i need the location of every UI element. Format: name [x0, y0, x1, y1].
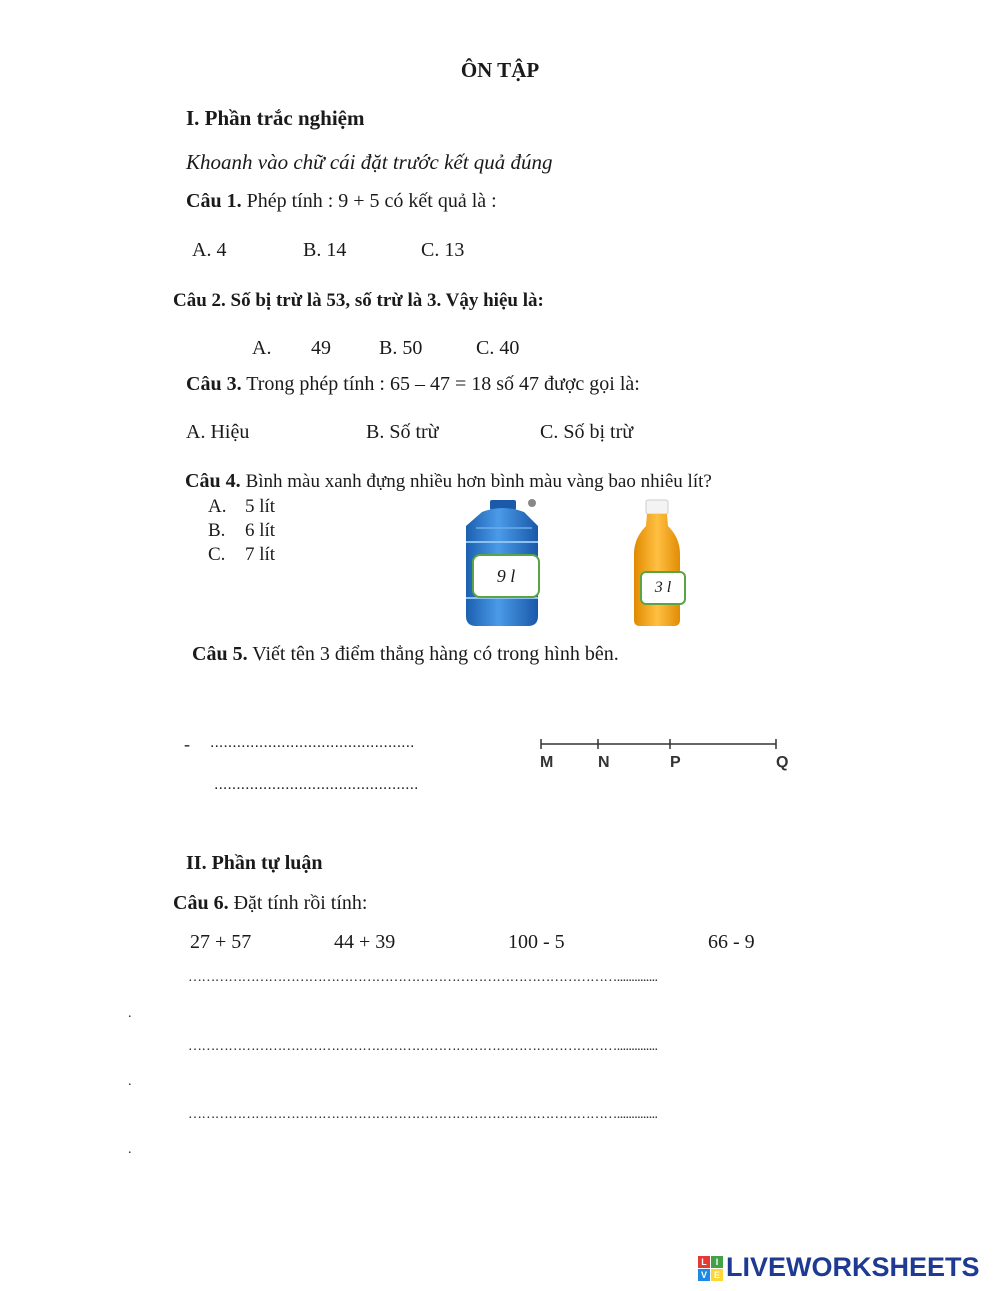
orange-juice-bottle-image [632, 498, 682, 628]
q6-answer-line-3[interactable]: …………………………………………………………………………………….............. [188, 1107, 658, 1122]
q4-option-c[interactable] [208, 544, 275, 566]
point-n-label: N [598, 754, 610, 771]
orange-bottle-label: 3 l [640, 571, 686, 605]
q5-answer-line-1[interactable]: .............................................. [210, 734, 415, 751]
q3-option-b[interactable]: B. Số trừ [366, 421, 439, 443]
question-5-label: Câu 5. [192, 643, 248, 665]
logo-letter-e: E [711, 1269, 723, 1281]
expr-3: 100 - 5 [508, 931, 565, 953]
expr-2: 44 + 39 [334, 931, 396, 953]
page-title: ÔN TẬP [460, 58, 540, 82]
liveworksheets-logo-icon [698, 1256, 724, 1282]
q4-option-b[interactable] [208, 520, 275, 542]
q4-option-a-letter: A. [208, 496, 227, 517]
margin-dot-3: . [128, 1142, 132, 1157]
question-3-text: Trong phép tính : 65 – 47 = 18 số 47 được gọi là: [246, 373, 640, 395]
section2-heading: II. Phần tự luận [186, 852, 323, 874]
expr-1: 27 + 57 [190, 931, 252, 953]
q6-answer-line-1[interactable]: …………………………………………………………………………………….............. [188, 970, 658, 985]
blue-jug-label: 9 l [472, 554, 540, 598]
q2-option-b[interactable]: B. 50 [379, 337, 423, 359]
question-4-text: Bình màu xanh đựng nhiều hơn bình màu vàng bao nhiêu lít? [245, 471, 712, 492]
liveworksheets-brand[interactable]: LIVEWORKSHEETS [726, 1252, 980, 1282]
question-6 [173, 892, 367, 915]
answer-dash: - [184, 734, 190, 754]
point-m-label: M [540, 754, 554, 771]
orange-bottle-drawing [632, 498, 682, 628]
margin-dot-1: . [128, 1006, 132, 1021]
expr-4: 66 - 9 [708, 931, 755, 953]
q3-option-c[interactable]: C. Số bị trừ [540, 421, 634, 443]
margin-dot-2: . [128, 1074, 132, 1089]
question-5-text: Viết tên 3 điểm thẳng hàng có trong hình bên. [252, 643, 619, 665]
points-line-figure [536, 736, 789, 776]
q5-answer-line-2[interactable]: .............................................. [214, 776, 419, 793]
q4-option-b-value: 6 lít [245, 520, 276, 541]
q6-answer-line-2[interactable]: …………………………………………………………………………………….............. [188, 1039, 658, 1054]
question-4-label: Câu 4. [185, 470, 241, 492]
question-4 [185, 470, 712, 493]
point-p-label: P [670, 754, 681, 771]
question-1 [186, 190, 497, 213]
question-1-text: Phép tính : 9 + 5 có kết quả là : [246, 190, 497, 212]
question-6-text: Đặt tính rồi tính: [233, 892, 368, 914]
q1-option-a[interactable]: A. 4 [192, 239, 227, 261]
points-line-drawing [536, 736, 789, 776]
point-q-label: Q [776, 754, 789, 771]
question-6-label: Câu 6. [173, 892, 229, 914]
q4-option-a[interactable] [208, 496, 275, 518]
q1-option-b[interactable]: B. 14 [303, 239, 347, 261]
instruction: Khoanh vào chữ cái đặt trước kết quả đúng [186, 150, 553, 174]
logo-letter-l: L [698, 1256, 710, 1268]
section1-heading: I. Phần trắc nghiệm [186, 106, 365, 130]
q4-option-c-letter: C. [208, 544, 226, 565]
question-1-label: Câu 1. [186, 190, 242, 212]
q2-option-c[interactable]: C. 40 [476, 337, 520, 359]
logo-letter-v: V [698, 1269, 710, 1281]
q1-option-c[interactable]: C. 13 [421, 239, 465, 261]
question-3 [186, 373, 640, 396]
q4-option-b-letter: B. [208, 520, 226, 541]
q4-option-c-value: 7 lít [245, 544, 276, 565]
question-3-label: Câu 3. [186, 373, 242, 395]
q2-option-a-value[interactable]: 49 [311, 337, 331, 359]
question-2: Câu 2. Số bị trừ là 53, số trừ là 3. Vậy hiệu là: [173, 290, 544, 311]
q4-option-a-value: 5 lít [245, 496, 276, 517]
q2-option-a-letter[interactable]: A. [252, 337, 272, 359]
question-5 [192, 643, 619, 666]
logo-letter-i: I [711, 1256, 723, 1268]
q3-option-a[interactable]: A. Hiệu [186, 421, 250, 443]
